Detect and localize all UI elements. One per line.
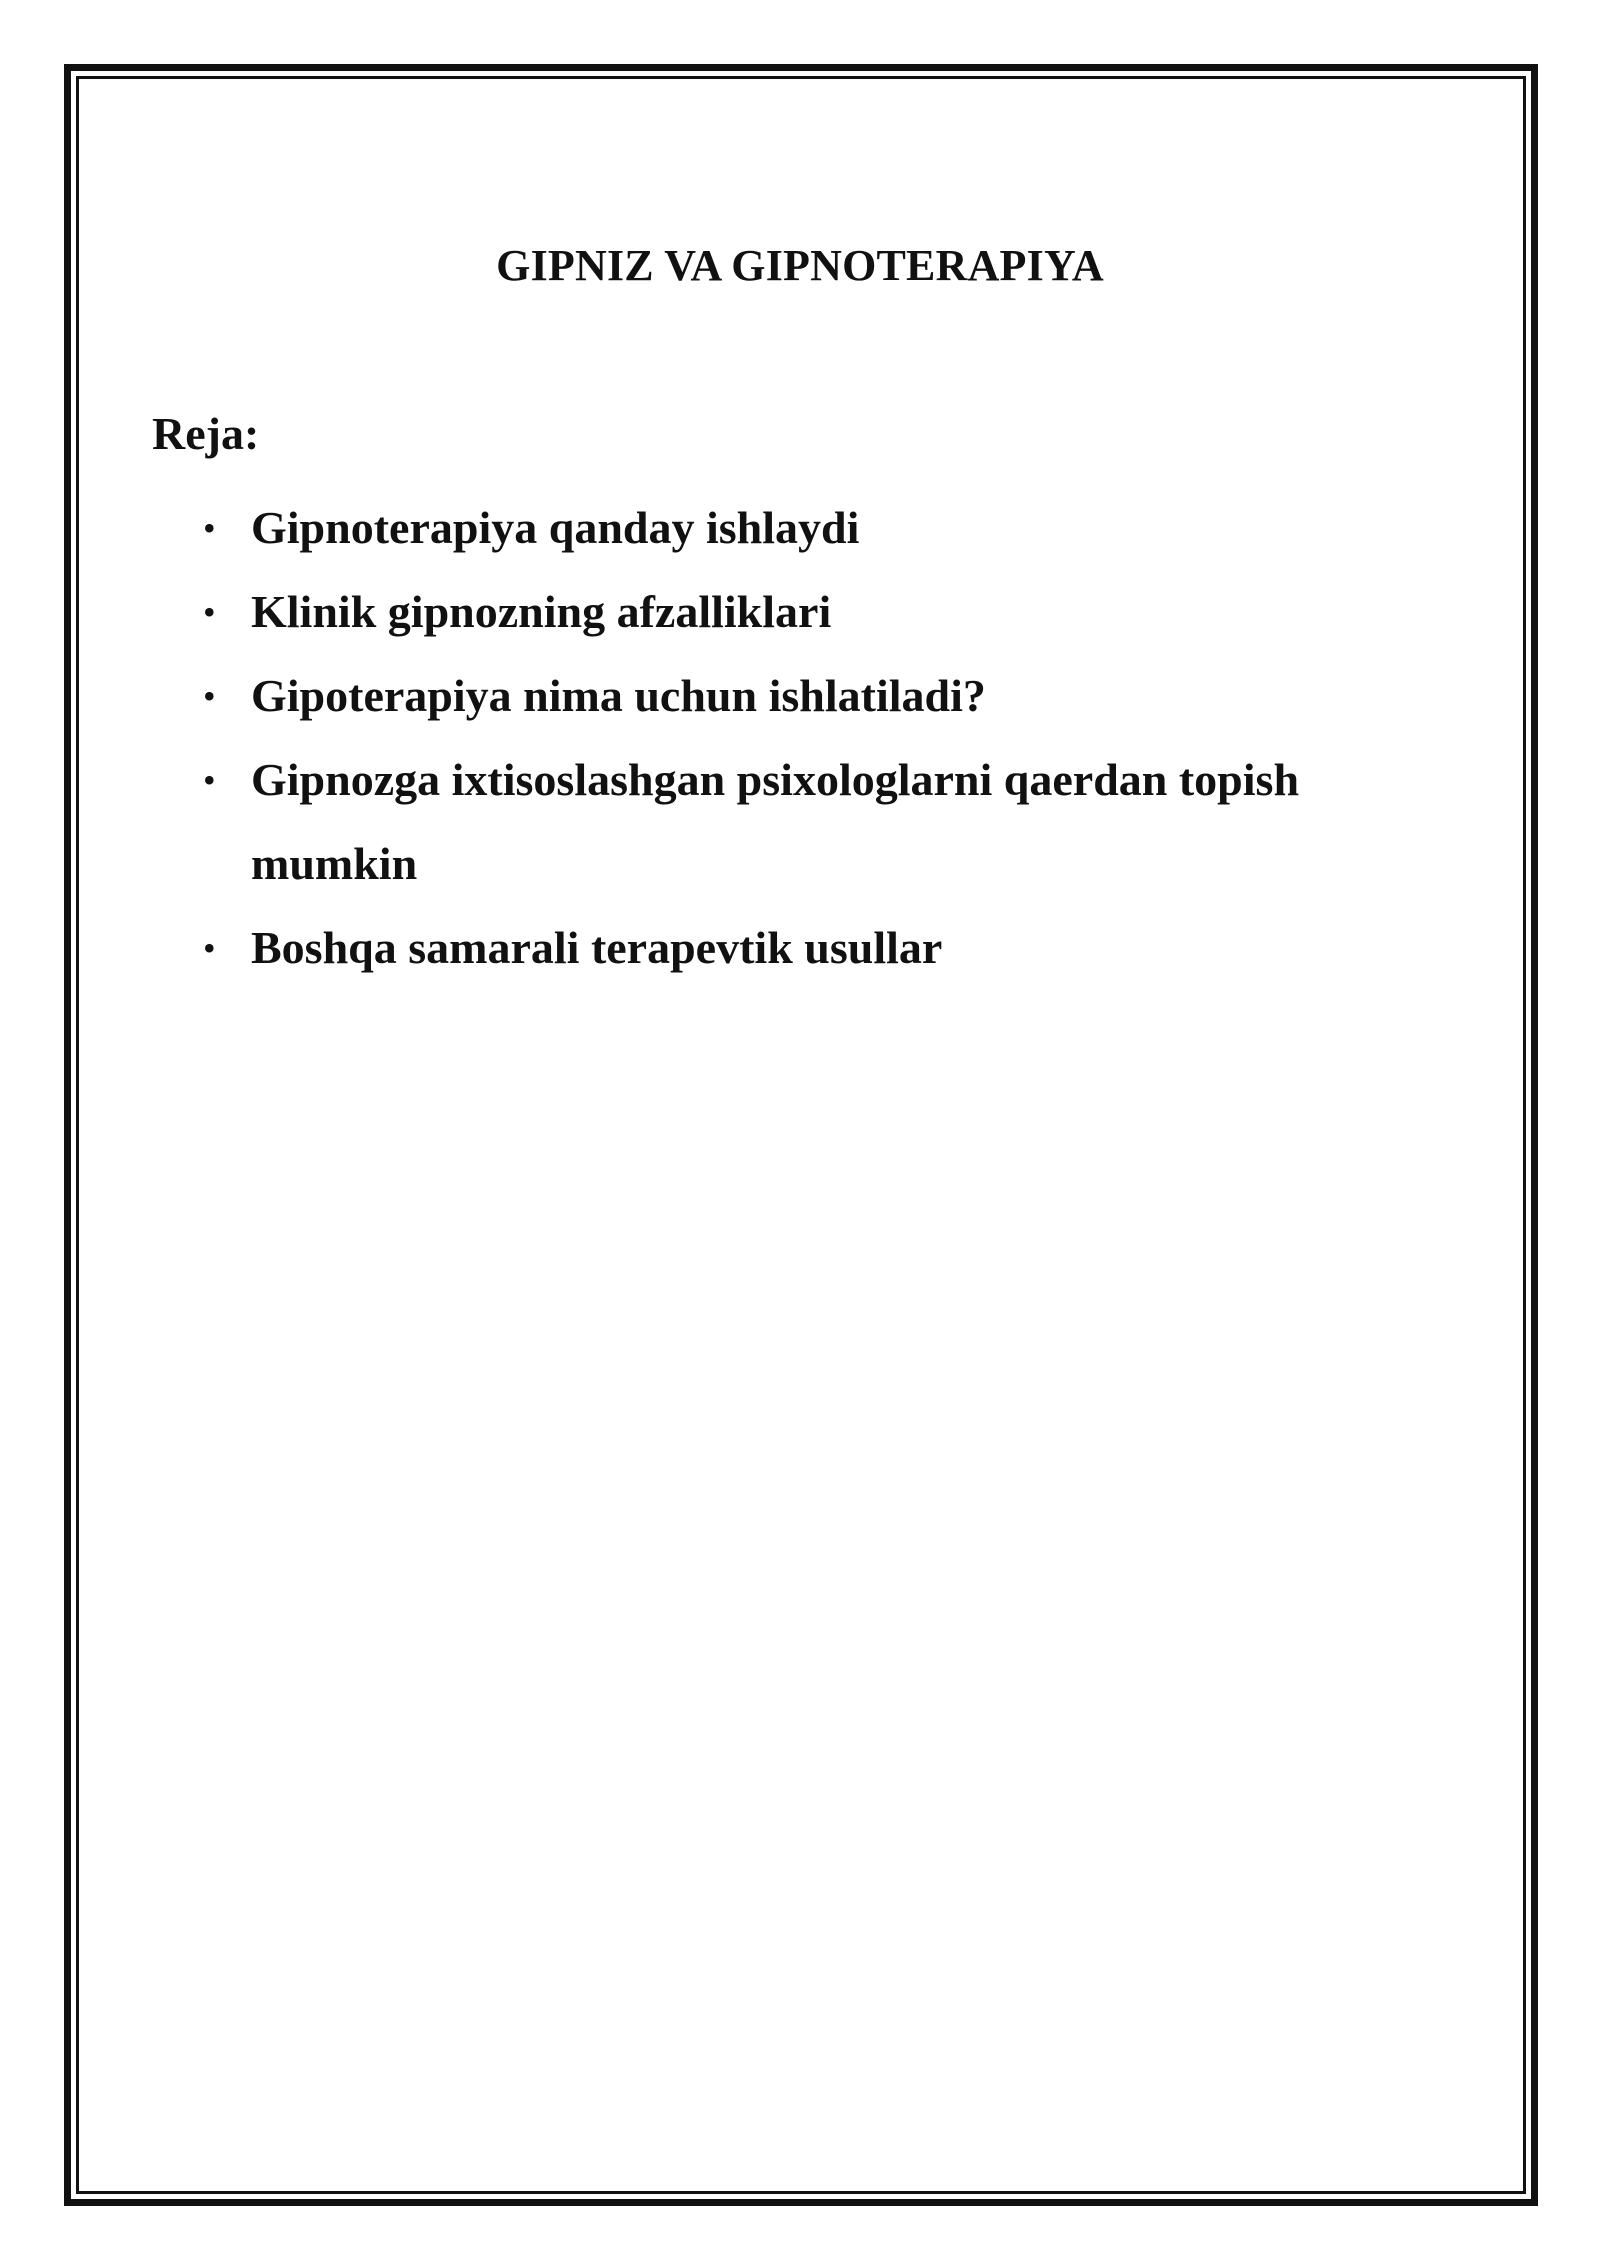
plan-list-item <box>0 738 1421 906</box>
plan-item-text: Gipoterapiya nima uchun ishlatiladi? <box>251 670 986 721</box>
bullet-icon: • <box>203 508 216 548</box>
plan-item-text: Gipnozga ixtisoslashgan psixologlarni qaerdan topish mumkin <box>251 754 1300 889</box>
document-title: GIPNIZ VA GIPNOTERAPIYA <box>496 241 1104 290</box>
plan-list-item <box>0 906 1421 990</box>
plan-item-text: Klinik gipnozning afzalliklari <box>251 586 832 637</box>
plan-heading: Reja: <box>152 408 260 459</box>
plan-item-text: Boshqa samarali terapevtik usullar <box>251 922 943 973</box>
bullet-icon: • <box>203 760 216 800</box>
bullet-icon: • <box>203 676 216 716</box>
plan-list-item <box>0 654 1421 738</box>
page-border-inner <box>76 76 1526 2194</box>
plan-list <box>0 486 1600 990</box>
bullet-icon: • <box>203 928 216 968</box>
plan-list-item <box>0 486 1421 570</box>
bullet-icon: • <box>203 592 216 632</box>
plan-list-item <box>0 570 1421 654</box>
plan-item-text: Gipnoterapiya qanday ishlaydi <box>251 502 860 553</box>
